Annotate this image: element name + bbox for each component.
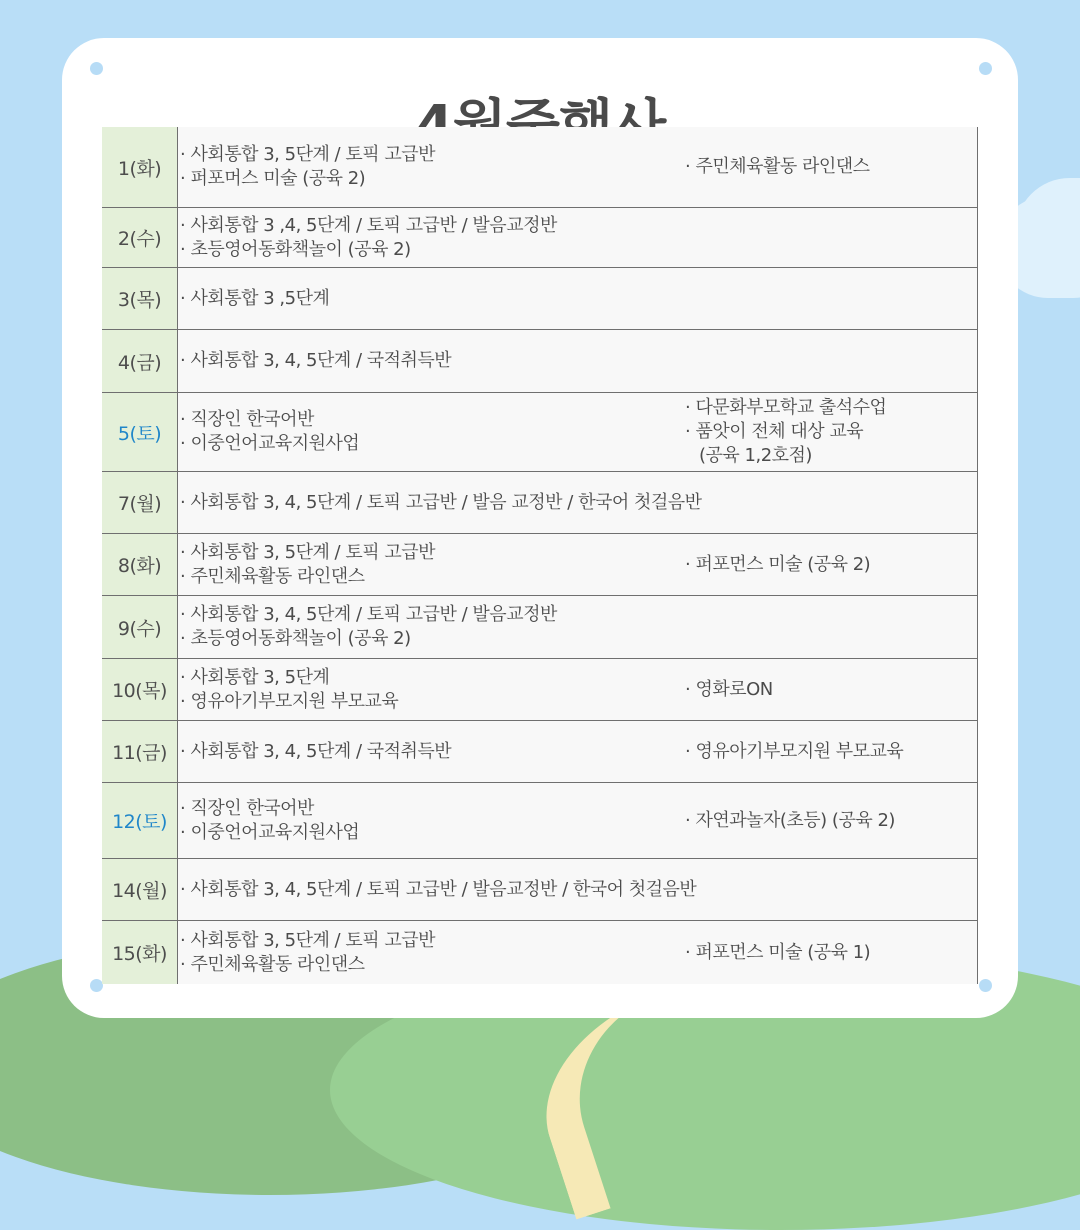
event-item: · 다문화부모학교 출석수업 bbox=[685, 397, 887, 418]
event-item: · 초등영어동화책놀이 (공육 2) bbox=[180, 238, 411, 260]
schedule-row bbox=[102, 659, 978, 721]
event-item: · 이중언어교육지원사업 bbox=[180, 821, 360, 843]
event-list-left bbox=[180, 797, 685, 845]
event-item: · 주민체육활동 라인댄스 bbox=[685, 156, 870, 177]
event-item: · 초등영어동화책놀이 (공육 2) bbox=[180, 628, 411, 649]
event-list-left bbox=[180, 214, 685, 262]
event-cell bbox=[178, 534, 978, 595]
date-cell: 11(금) bbox=[102, 721, 178, 782]
event-cell bbox=[178, 659, 978, 720]
event-cell bbox=[178, 127, 978, 207]
event-item: · 사회통합 3, 5단계 / 토픽 고급반 bbox=[180, 929, 436, 951]
corner-dot bbox=[979, 62, 992, 75]
event-list-left bbox=[180, 541, 685, 589]
event-cell bbox=[178, 921, 978, 984]
schedule-row bbox=[102, 330, 978, 393]
date-cell: 8(화) bbox=[102, 534, 178, 595]
schedule-row bbox=[102, 596, 978, 659]
event-list-left bbox=[180, 287, 685, 311]
event-cell bbox=[178, 330, 978, 392]
event-cell bbox=[178, 472, 978, 533]
event-list-right bbox=[685, 809, 977, 833]
schedule-row bbox=[102, 534, 978, 596]
event-list-left bbox=[180, 878, 697, 902]
event-item: · 주민체육활동 라인댄스 bbox=[180, 953, 365, 975]
event-item: · 퍼포먼스 미술 (공육 1) bbox=[685, 941, 871, 963]
schedule-row bbox=[102, 921, 978, 984]
event-item: · 사회통합 3, 4, 5단계 / 토픽 고급반 / 발음 교정반 / 한국어 첫걸음반 bbox=[180, 491, 702, 513]
event-list-right bbox=[685, 740, 977, 764]
event-cell bbox=[178, 859, 978, 920]
event-item: · 사회통합 3, 4, 5단계 / 토픽 고급반 / 발음교정반 / 한국어 첫걸음반 bbox=[180, 878, 697, 900]
event-cell bbox=[178, 783, 978, 858]
event-item: · 사회통합 3 ,4, 5단계 / 토픽 고급반 / 발음교정반 bbox=[180, 214, 557, 236]
event-list-left bbox=[180, 740, 685, 764]
event-item: · 직장인 한국어반 bbox=[180, 409, 314, 430]
event-item: · 이중언어교육지원사업 bbox=[180, 433, 360, 454]
event-cell bbox=[178, 596, 978, 658]
date-cell: 4(금) bbox=[102, 330, 178, 392]
event-list-left bbox=[180, 666, 685, 714]
event-item: · 사회통합 3, 5단계 / 토픽 고급반 bbox=[180, 144, 436, 165]
schedule-row bbox=[102, 127, 978, 208]
date-cell: 3(목) bbox=[102, 268, 178, 329]
schedule-row bbox=[102, 472, 978, 534]
event-item: · 자연과놀자(초등) (공육 2) bbox=[685, 809, 895, 831]
date-cell: 1(화) bbox=[102, 127, 178, 207]
cloud-decoration bbox=[1015, 178, 1080, 288]
event-item: · 사회통합 3, 5단계 bbox=[180, 666, 330, 688]
schedule-table bbox=[102, 127, 978, 984]
event-item: · 직장인 한국어반 bbox=[180, 797, 314, 819]
event-item: · 영화로ON bbox=[685, 678, 773, 700]
date-cell: 9(수) bbox=[102, 596, 178, 658]
event-cell bbox=[178, 268, 978, 329]
schedule-row bbox=[102, 721, 978, 783]
event-item: · 퍼포먼스 미술 (공육 2) bbox=[685, 553, 871, 575]
event-item: · 사회통합 3, 5단계 / 토픽 고급반 bbox=[180, 541, 436, 563]
schedule-row bbox=[102, 783, 978, 859]
event-list-right bbox=[685, 396, 977, 468]
event-list-right bbox=[685, 553, 977, 577]
event-item: · 사회통합 3, 4, 5단계 / 국적취득반 bbox=[180, 740, 452, 762]
date-cell: 14(월) bbox=[102, 859, 178, 920]
event-item: (공육 1,2호점) bbox=[699, 445, 812, 466]
event-list-left bbox=[180, 349, 685, 373]
event-list-right bbox=[685, 678, 977, 702]
event-item: · 영유아기부모지원 부모교육 bbox=[180, 690, 399, 712]
event-cell bbox=[178, 721, 978, 782]
date-cell: 15(화) bbox=[102, 921, 178, 984]
event-item: · 사회통합 3 ,5단계 bbox=[180, 287, 330, 309]
corner-dot bbox=[90, 62, 103, 75]
corner-dot bbox=[979, 979, 992, 992]
date-cell: 7(월) bbox=[102, 472, 178, 533]
event-list-left bbox=[180, 408, 685, 456]
event-list-right bbox=[685, 941, 977, 965]
event-list-left bbox=[180, 491, 702, 515]
event-cell bbox=[178, 208, 978, 267]
event-cell bbox=[178, 393, 978, 471]
event-item: · 영유아기부모지원 부모교육 bbox=[685, 740, 904, 762]
event-item: · 주민체육활동 라인댄스 bbox=[180, 565, 365, 587]
schedule-row bbox=[102, 859, 978, 921]
event-item: · 품앗이 전체 대상 교육 bbox=[685, 421, 864, 442]
date-cell: 12(토) bbox=[102, 783, 178, 858]
event-item: · 퍼포머스 미술 (공육 2) bbox=[180, 168, 366, 189]
event-list-left bbox=[180, 603, 685, 651]
schedule-row bbox=[102, 268, 978, 330]
event-list-left bbox=[180, 929, 685, 977]
schedule-row bbox=[102, 208, 978, 268]
schedule-row bbox=[102, 393, 978, 472]
event-list-left bbox=[180, 143, 685, 191]
date-cell: 2(수) bbox=[102, 208, 178, 267]
event-item: · 사회통합 3, 4, 5단계 / 국적취득반 bbox=[180, 350, 452, 371]
date-cell: 10(목) bbox=[102, 659, 178, 720]
date-cell: 5(토) bbox=[102, 393, 178, 471]
event-list-right bbox=[685, 155, 977, 179]
event-item: · 사회통합 3, 4, 5단계 / 토픽 고급반 / 발음교정반 bbox=[180, 604, 557, 625]
